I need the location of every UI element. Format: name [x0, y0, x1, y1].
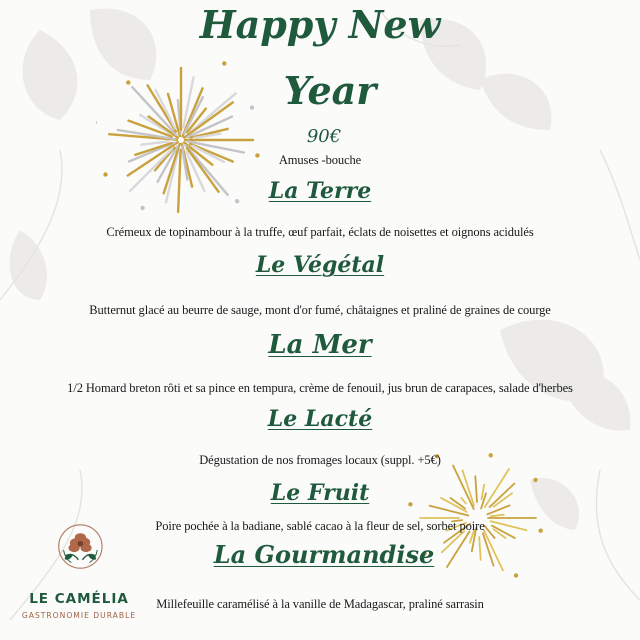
camellia-flower-icon	[18, 522, 140, 592]
firework-spark	[140, 206, 144, 210]
title-happy-new: Happy New	[199, 2, 441, 47]
course-description-le-lacte: Dégustation de nos fromages locaux (suppl. +5€)	[199, 453, 441, 467]
brand-name: LE CAMÉLIA	[29, 591, 129, 607]
course-heading-la-terre: La Terre	[268, 178, 372, 204]
course-description-le-fruit: Poire pochée à la badiane, sablé cacao à la fleur de sel, sorbet poire	[155, 519, 485, 533]
course-heading-la-gourmandise: La Gourmandise	[213, 540, 435, 569]
firework-ray	[491, 515, 504, 517]
firework-spark	[222, 61, 226, 65]
course-description-le-vegetal: Butternut glacé au beurre de sauge, mont d'or fumé, châtaignes et praliné de graines de courge	[89, 303, 551, 317]
course-heading-le-fruit: Le Fruit	[270, 480, 370, 506]
firework-spark	[103, 172, 107, 176]
course-heading-le-vegetal: Le Végétal	[255, 252, 385, 278]
course-description-la-terre: Crémeux de topinambour à la truffe, œuf parfait, éclats de noisettes et oignons acidulés	[106, 225, 534, 239]
course-description-la-gourmandise: Millefeuille caramélisé à la vanille de Madagascar, praliné sarrasin	[156, 597, 484, 611]
course-heading-la-mer: La Mer	[268, 330, 372, 360]
amuse-bouche: Amuses -bouche	[278, 153, 362, 167]
course-heading-le-lacte: Le Lacté	[267, 406, 373, 432]
firework-spark	[514, 573, 518, 577]
price: 90€	[306, 126, 342, 147]
title-year: Year	[283, 68, 377, 113]
firework-spark	[96, 120, 97, 124]
brand-tagline: GASTRONOMIE DURABLE	[21, 611, 137, 620]
course-description-la-mer: 1/2 Homard breton rôti et sa pince en tempura, crème de fenouil, jus brun de carapaces, salade d'herbes	[67, 381, 573, 395]
